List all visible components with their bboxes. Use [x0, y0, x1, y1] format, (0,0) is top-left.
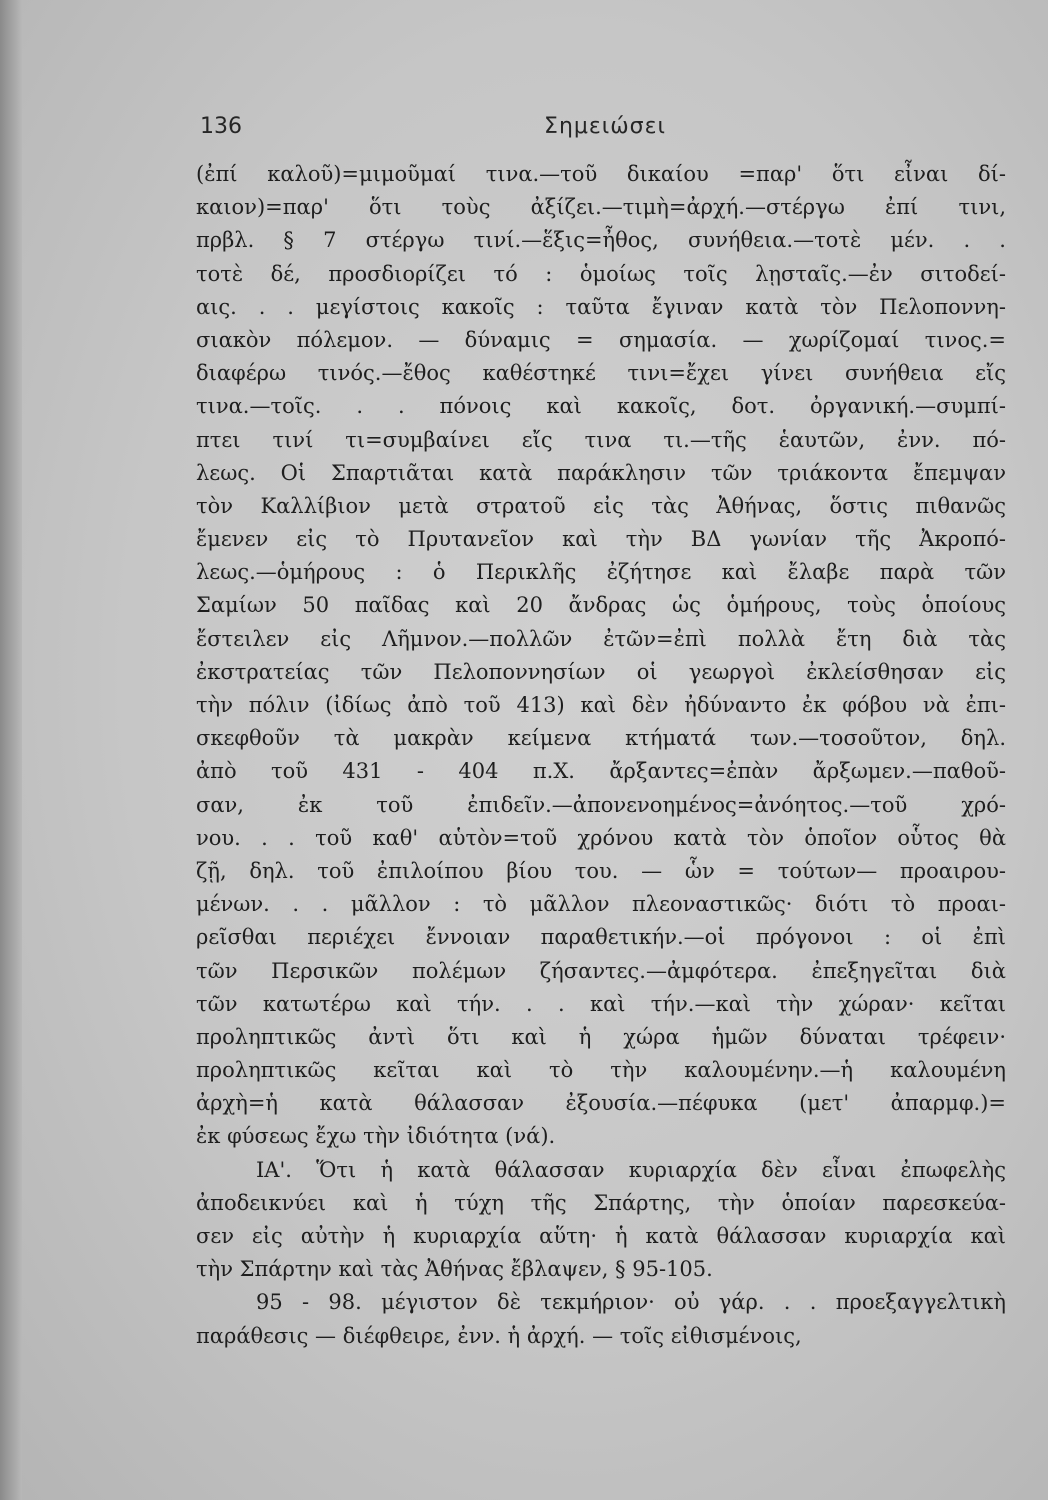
- text-line: ζῇ, δηλ. τοῦ ἐπιλοίπου βίου του. — ὧν = τούτων— προαιρου-: [196, 858, 1006, 883]
- text-line: ἀποδεικνύει καὶ ἡ τύχη τῆς Σπάρτης, τὴν ὁποίαν παρεσκεύα-: [196, 1190, 1006, 1215]
- text-line: προληπτικῶς κεῖται καὶ τὸ τὴν καλουμένην.—ἡ καλουμένη: [196, 1058, 1006, 1083]
- running-head: Σημειώσει: [544, 114, 666, 139]
- text-line: Σαμίων 50 παῖδας καὶ 20 ἄνδρας ὡς ὁμήρους, τοὺς ὁποίους: [196, 593, 1006, 618]
- text-line: σεν εἰς αὐτὴν ἡ κυριαρχία αὕτη· ἡ κατὰ θάλασσαν κυριαρχία καὶ: [196, 1224, 1006, 1248]
- body-text: [196, 158, 1006, 1353]
- text-line: σιακὸν πόλεμον. — δύναμις = σημασία. — χωρίζομαί τινος.=: [196, 327, 1006, 352]
- text-line: ἐκ φύσεως ἔχω τὴν ἰδιότητα (νά).: [196, 1124, 556, 1149]
- page-header: [200, 114, 1010, 154]
- text-line: ἔστειλεν εἰς Λῆμνον.—πολλῶν ἐτῶν=ἐπὶ πολλὰ ἔτη διὰ τὰς: [196, 626, 1006, 651]
- text-line: τῶν Περσικῶν πολέμων ζήσαντες.—ἀμφότερα. ἐπεξηγεῖται διὰ: [196, 958, 1006, 983]
- text-line: τὴν πόλιν (ἰδίως ἀπὸ τοῦ 413) καὶ δὲν ἠδύναντο ἐκ φόβου νὰ ἐπι-: [196, 693, 1006, 717]
- text-line: ΙΑ'. Ὅτι ἡ κατὰ θάλασσαν κυριαρχία δὲν εἶναι ἐπωφελὴς: [256, 1157, 1006, 1182]
- text-line: αις. . . μεγίστοις κακοῖς : ταῦτα ἔγιναν κατὰ τὸν Πελοποννη-: [196, 294, 1006, 319]
- text-line: τὴν Σπάρτην καὶ τὰς Ἀθήνας ἔβλαψεν, § 95-105.: [196, 1257, 713, 1282]
- text-line: ἔμενεν εἰς τὸ Πρυτανεῖον καὶ τὴν ΒΔ γωνίαν τῆς Ἀκροπό-: [196, 527, 1006, 552]
- text-line: προληπτικῶς ἀντὶ ὅτι καὶ ἡ χώρα ἡμῶν δύναται τρέφειν·: [196, 1024, 1006, 1049]
- text-line: νου. . . τοῦ καθ' αὑτὸν=τοῦ χρόνου κατὰ τὸν ὁποῖον οὗτος θὰ: [196, 825, 1006, 850]
- text-line: διαφέρω τινός.—ἔθος καθέστηκέ τινι=ἔχει γίνει συνήθεια εἴς: [196, 361, 1006, 386]
- text-line: λεως. Οἱ Σπαρτιᾶται κατὰ παράκλησιν τῶν τριάκοντα ἔπεμψαν: [196, 460, 1006, 485]
- text-line: τὸν Καλλίβιον μετὰ στρατοῦ εἰς τὰς Ἀθήνας, ὅστις πιθανῶς: [196, 493, 1006, 518]
- text-line: πρβλ. § 7 στέργω τινί.—ἕξις=ἦθος, συνήθεια.—τοτὲ μέν. . .: [196, 228, 1006, 253]
- text-line: παράθεσις — διέφθειρε, ἐνν. ἡ ἀρχή. — τοῖς εἰθισμένοις,: [196, 1323, 802, 1348]
- page-left-edge-shadow: [0, 0, 22, 1500]
- page-number: 136: [200, 114, 242, 139]
- text-line: ἀπὸ τοῦ 431 - 404 π.Χ. ἄρξαντες=ἐπὰν ἄρξωμεν.—παθοῦ-: [196, 759, 1006, 784]
- text-line: μένων. . . μᾶλλον : τὸ μᾶλλον πλεοναστικῶς· διότι τὸ προαι-: [196, 892, 1006, 917]
- text-line: πτει τινί τι=συμβαίνει εἴς τινα τι.—τῆς ἑαυτῶν, ἐνν. πό-: [196, 427, 1006, 452]
- text-line: τοτὲ δέ, προσδιορίζει τό : ὁμοίως τοῖς λῃσταῖς.—ἐν σιτοδεί-: [196, 261, 1006, 286]
- text-line: καιον)=παρ' ὅτι τοὺς ἀξίζει.—τιμὴ=ἀρχή.—στέργω ἐπί τινι,: [196, 195, 1006, 220]
- text-line: ἐκστρατείας τῶν Πελοποννησίων οἱ γεωργοὶ ἐκλείσθησαν εἰς: [196, 659, 1006, 684]
- text-line: ἀρχὴ=ἡ κατὰ θάλασσαν ἐξουσία.—πέφυκα (μετ' ἀπαρμφ.)=: [196, 1091, 1006, 1116]
- text-line: ρεῖσθαι περιέχει ἔννοιαν παραθετικήν.—οἱ πρόγονοι : οἱ ἐπὶ: [196, 925, 1006, 950]
- text-line: 95 - 98. μέγιστον δὲ τεκμήριον· οὐ γάρ. . . προεξαγγελτικὴ: [256, 1290, 1006, 1315]
- text-line: τινα.—τοῖς. . . πόνοις καὶ κακοῖς, δοτ. ὀργανική.—συμπί-: [196, 394, 1006, 419]
- text-line: τῶν κατωτέρω καὶ τήν. . . καὶ τήν.—καὶ τὴν χώραν· κεῖται: [196, 991, 1006, 1016]
- text-line: σκεφθοῦν τὰ μακρὰν κείμενα κτήματά των.—τοσοῦτον, δηλ.: [196, 726, 1006, 751]
- text-line: λεως.—ὁμήρους : ὁ Περικλῆς ἐζήτησε καὶ ἔλαβε παρὰ τῶν: [196, 560, 1006, 585]
- text-line: σαν, ἐκ τοῦ ἐπιδεῖν.—ἀπονενοημένος=ἀνόητος.—τοῦ χρό-: [196, 792, 1006, 817]
- text-line: (ἐπί καλοῦ)=μιμοῦμαί τινα.—τοῦ δικαίου =παρ' ὅτι εἶναι δί-: [196, 162, 1006, 186]
